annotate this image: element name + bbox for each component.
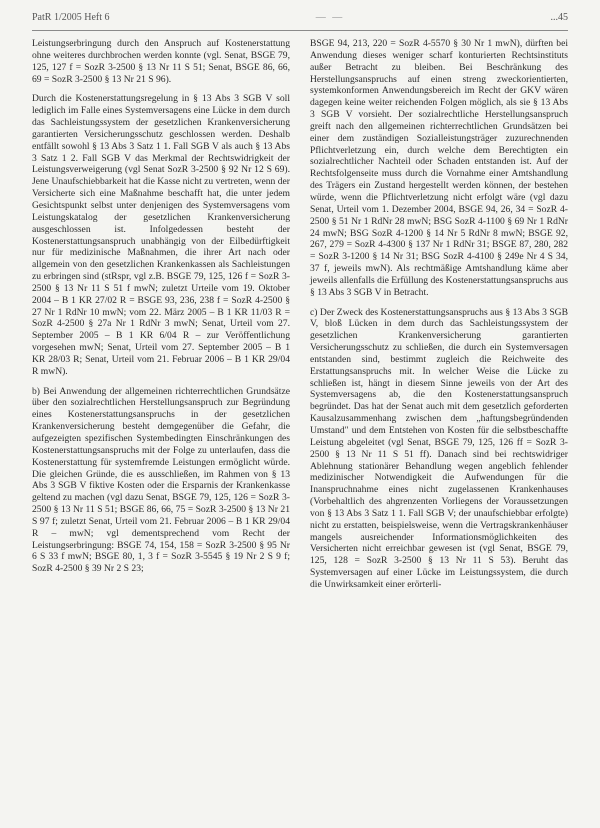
left-column <box>32 38 290 583</box>
right-paragraph-1: BSGE 94, 213, 220 = SozR 4-5570 § 30 Nr 1 mwN), dürften bei Anwendung dieses weniger scharf konturierten Rechtsinstituts außer Betracht zu bleiben. Bei Beschränkung des Herstellungsanspruchs auf einen streng zweckorientierten, systemkonformen Anwendungsbereich im Recht der GKV wären dagegen keine weiter reichenden Folgen möglich, als sie § 13 Abs 3 SGB V vorsieht. Der sozialrechtliche Herstellungsanspruch greift nach den allgemeinen richterrechtlichen Grundsätzen bei einer dem zuständigen Sozialleistungsträger zuzurechnenden Pflichtverletzung ein, durch welche dem Berechtigten ein sozialrechtlicher Nachteil oder Schaden entstanden ist. Auf der Rechtsfolgenseite muss durch die Vornahme einer Amtshandlung des Trägers ein Zustand hergestellt werden können, der bestehen würde, wenn die Pflichtverletzung nicht erfolgt wäre (vgl dazu Senat, Urteil vom 1. Dezember 2004, BSGE 94, 26, 34 = SozR 4-2500 § 51 Nr 1 RdNr 28 mwN; BSG SozR 4-1100 § 69 Nr 1 RdNr 24 mwN; BSG SozR 4-1200 § 14 Nr 5 RdNr 8 mwN; BSGE 92, 267, 279 = SozR 4-4300 § 137 Nr 1 RdNr 31; BSGE 87, 280, 282 = SozR 3-1200 § 14 Nr 31; BSG SozR 4-4100 § 249e Nr 4 S 34, 37 f, jeweils mwN). Als rechtmäßige Amtshandlung käme aber jeweils allenfalls die Erfüllung des Kostenerstattungsanspruchs aus § 13 Abs 3 SGB V in Betracht. <box>310 38 568 298</box>
left-paragraph-2: Durch die Kostenerstattungsregelung in § 13 Abs 3 SGB V soll lediglich im Falle eines Systemversagens eine Lücke in dem durch das Sachleistungssystem der gesetzlichen Krankenversicherung garantierten Versicherungsschutz geschlossen werden. Deshalb entfällt sowohl § 13 Abs 3 Satz 1 1. Fall SGB V als auch § 13 Abs 3 Satz 1 2. Fall SGB V das Merkmal der Rechtswidrigkeit der Leistungsverweigerung (vgl Senat SozR 3-2500 § 92 Nr 12 S 69). Jene Unaufschiebbarkeit hat die Kasse nicht zu vertreten, wenn der Versicherte sich eine Maßnahme beschafft hat, die unter jedem Gesichtspunkt selbst unter denjenigen des Systemversagens vom Leistungskatalog der gesetzlichen Krankenversicherung ausgeschlossen ist. Infolgedessen besteht der Kostenerstattungsanspruch unabhängig von der Eilbedürftigkeit nur für medizinische Maßnahmen, die ihrer Art nach oder allgemein von den gesetzlichen Krankenkassen als Sachleistungen zu erbringen sind (stRspr, vgl z.B. BSGE 79, 125, 126 f = SozR 3-2500 § 13 Nr 11 S 51 f mwN; zuletzt Urteile vom 19. Oktober 2004 – B 1 KR 27/02 R = BSGE 93, 236, 238 f = SozR 4-2500 § 27 Nr 1 RdNr 10 mwN; vom 22. März 2005 – B 1 KR 11/03 R = SozR 4-2500 § 27a Nr 1 RdNr 3 mwN; Senat, Urteil vom 27. September 2005 – B 1 KR 6/04 R – zur Veröffentlichung vorgesehen mwN; Senat, Urteil vom 27. September 2005 – B 1 KR 28/03 R; Senat, Urteil vom 21. Februar 2006 – B 1 KR 29/04 R mwN). <box>32 93 290 377</box>
header-divider <box>32 30 568 31</box>
left-paragraph-1: Leistungserbringung durch den Anspruch auf Kostenerstattung ohne weiteres durchbrochen werden konnte (vgl. Senat, BSGE 79, 125, 127 f = SozR 3-2500 § 13 Nr 11 S 51; Senat, BSGE 86, 66, 69 = SozR 3-2500 § 13 Nr 21 S 96). <box>32 38 290 85</box>
left-paragraph-3: b) Bei Anwendung der allgemeinen richterrechtlichen Grundsätze über den sozialrechtlichen Herstellungsanspruch zur Begründung eines Kostenerstattungsanspruchs in der gesetzlichen Krankenversicherung besteht demgegenüber die Gefahr, die aufgezeigten spezifischen Systembedingten Einschränkungen des Kostenerstattungsanspruchs mit der Folge zu unterlaufen, dass die Kostenerstattung für systemfremde Leistungen ermöglicht würde. Die gleichen Gründe, die es ausschließen, im Rahmen von § 13 Abs 3 SGB V fiktive Kosten oder die Ersparnis der Krankenkasse geltend zu machen (vgl dazu Senat, BSGE 79, 125, 126 = SozR 3-2500 § 13 Nr 11 S 51; BSGE 86, 66, 75 = SozR 3-2500 § 13 Nr 21 S 97 f; zuletzt Senat, Urteil vom 21. Februar 2006 – B 1 KR 29/04 R – mwN; vgl dementsprechend vom Recht der Leistungserbringung: BSGE 74, 154, 158 = SozR 3-2500 § 95 Nr 6 S 33 f mwN; BSGE 80, 1, 3 f = SozR 3-5545 § 19 Nr 2 S 9 f; SozR 4-2500 § 39 Nr 2 S 23; <box>32 385 290 575</box>
header-page-number: ...45 <box>550 12 568 23</box>
page-header <box>32 12 568 23</box>
header-journal-issue: PatR 1/2005 Heft 6 <box>32 12 110 23</box>
right-column <box>310 38 568 599</box>
right-paragraph-2: c) Der Zweck des Kostenerstattungsanspruchs aus § 13 Abs 3 SGB V, bloß Lücken in dem durch das Sachleistungssystem der gesetzlichen Krankenversicherung garantierten Versicherungsschutz zu schließen, die durch ein Systemversagen entstanden sind, bestimmt zugleich die Reichweite des Erstattungsanspruchs mit. In welcher Weise die Lücke zu schließen ist, hängt in diesem Sinne jeweils von der Art des Systemversagens ab, die den Kostenerstattungsanspruch begründet. Das hat der Senat auch mit dem gesetzlich geforderten Kausalzusammenhang zwischen dem „haftungsbegründenden Umstand" und dem Entstehen von Kosten für die selbstbeschaffte Leistung abgeleitet (vgl Senat, BSGE 79, 125, 126 ff = SozR 3-2500 § 13 Nr 11 S 51 ff). Danach sind bei rechtswidriger Ablehnung stationärer Behandlung wegen angeblich fehlender medizinischer Notwendigkeit die Aufwendungen für die Inanspruchnahme eines nicht zugelassenen Krankenhauses (Vorbehaltlich des ahgrenzenten Vorliegens der Voraussetzungen von § 13 Abs 3 Satz 1 1. Fall SGB V; der unaufschiebbar erfolgte) nicht zu erstatten, beispielsweise, wenn die Vertragskrankenhäuser mangels ausreichender Informationsmöglichkeiten des Versicherten nicht erreichbar gewesen ist (vgl Senat, BSGE 79, 125, 128 = SozR 3-2500 § 13 Nr 11 S 53). Beruht das Systemversagen auf einer Lücke im Leistungssystem, die durch die Unwirksamkeit einer erörterli- <box>310 306 568 590</box>
header-center-mark: — — <box>315 12 345 23</box>
